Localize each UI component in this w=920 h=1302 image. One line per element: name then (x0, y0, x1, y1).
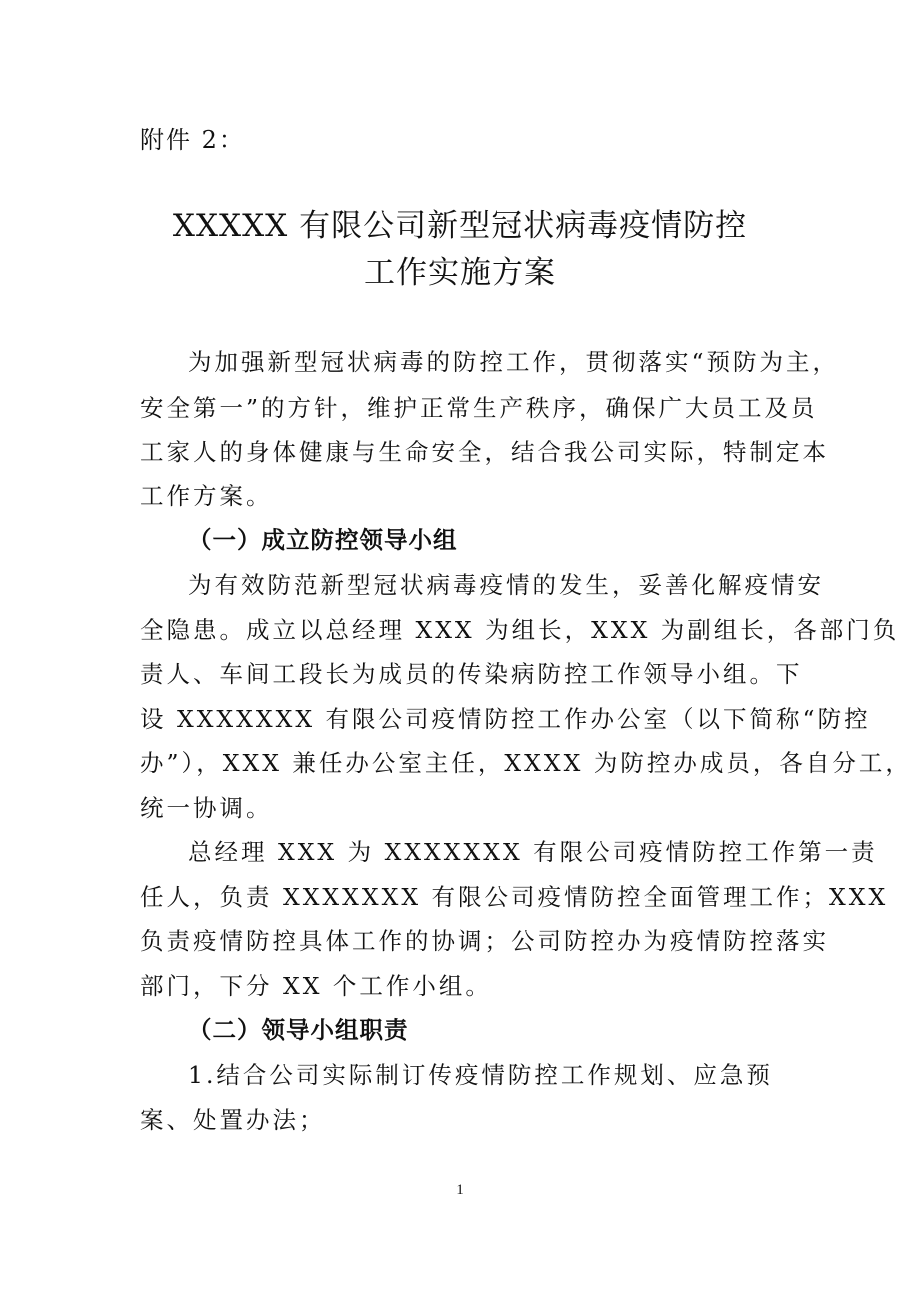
intro-line: 为加强新型冠状病毒的防控工作，贯彻落实“预防为主， (188, 348, 840, 376)
section-heading-1: （一）成立防控领导小组 (188, 526, 458, 554)
intro-line: 工家人的身体健康与生命安全，结合我公司实际，特制定本 (140, 438, 829, 466)
section1-para2-line: 负责疫情防控具体工作的协调；公司防控办为疫情防控落实 (140, 927, 829, 955)
section1-para1-line: 责人、车间工段长为成员的传染病防控工作领导小组。下 (140, 660, 803, 688)
section1-para1-line: 统一协调。 (140, 794, 273, 822)
document-title-line-1: XXXXX 有限公司新型冠状病毒疫情防控 (172, 208, 748, 244)
section1-para1-line: 为有效防范新型冠状病毒疫情的发生，妥善化解疫情安 (188, 571, 824, 599)
attachment-label: 附件 2： (140, 126, 245, 154)
section1-para1-line: 设 XXXXXXX 有限公司疫情防控工作办公室（以下简称“防控 (140, 705, 871, 733)
section1-para1-line: 全隐患。成立以总经理 XXX 为组长，XXX 为副组长，各部门负 (140, 616, 900, 644)
section1-para2-line: 任人，负责 XXXXXXX 有限公司疫情防控全面管理工作；XXX (140, 883, 889, 911)
section1-para2-line: 部门，下分 XX 个工作小组。 (140, 972, 492, 1000)
intro-line: 安全第一”的方针，维护正常生产秩序，确保广大员工及员 (140, 394, 818, 422)
page-number: 1 (456, 1182, 464, 1198)
section2-item1-line: 案、处置办法； (140, 1106, 326, 1134)
section1-para1-line: 办”），XXX 兼任办公室主任，XXXX 为防控办成员，各自分工， (140, 749, 912, 777)
section2-item1-line: 1.结合公司实际制订传疫情防控工作规划、应急预 (188, 1061, 773, 1089)
section1-para2-line: 总经理 XXX 为 XXXXXXX 有限公司疫情防控工作第一责 (188, 838, 878, 866)
intro-line: 工作方案。 (140, 482, 273, 510)
document-title-line-2: 工作实施方案 (364, 255, 556, 291)
section-heading-2: （二）领导小组职责 (188, 1016, 409, 1044)
